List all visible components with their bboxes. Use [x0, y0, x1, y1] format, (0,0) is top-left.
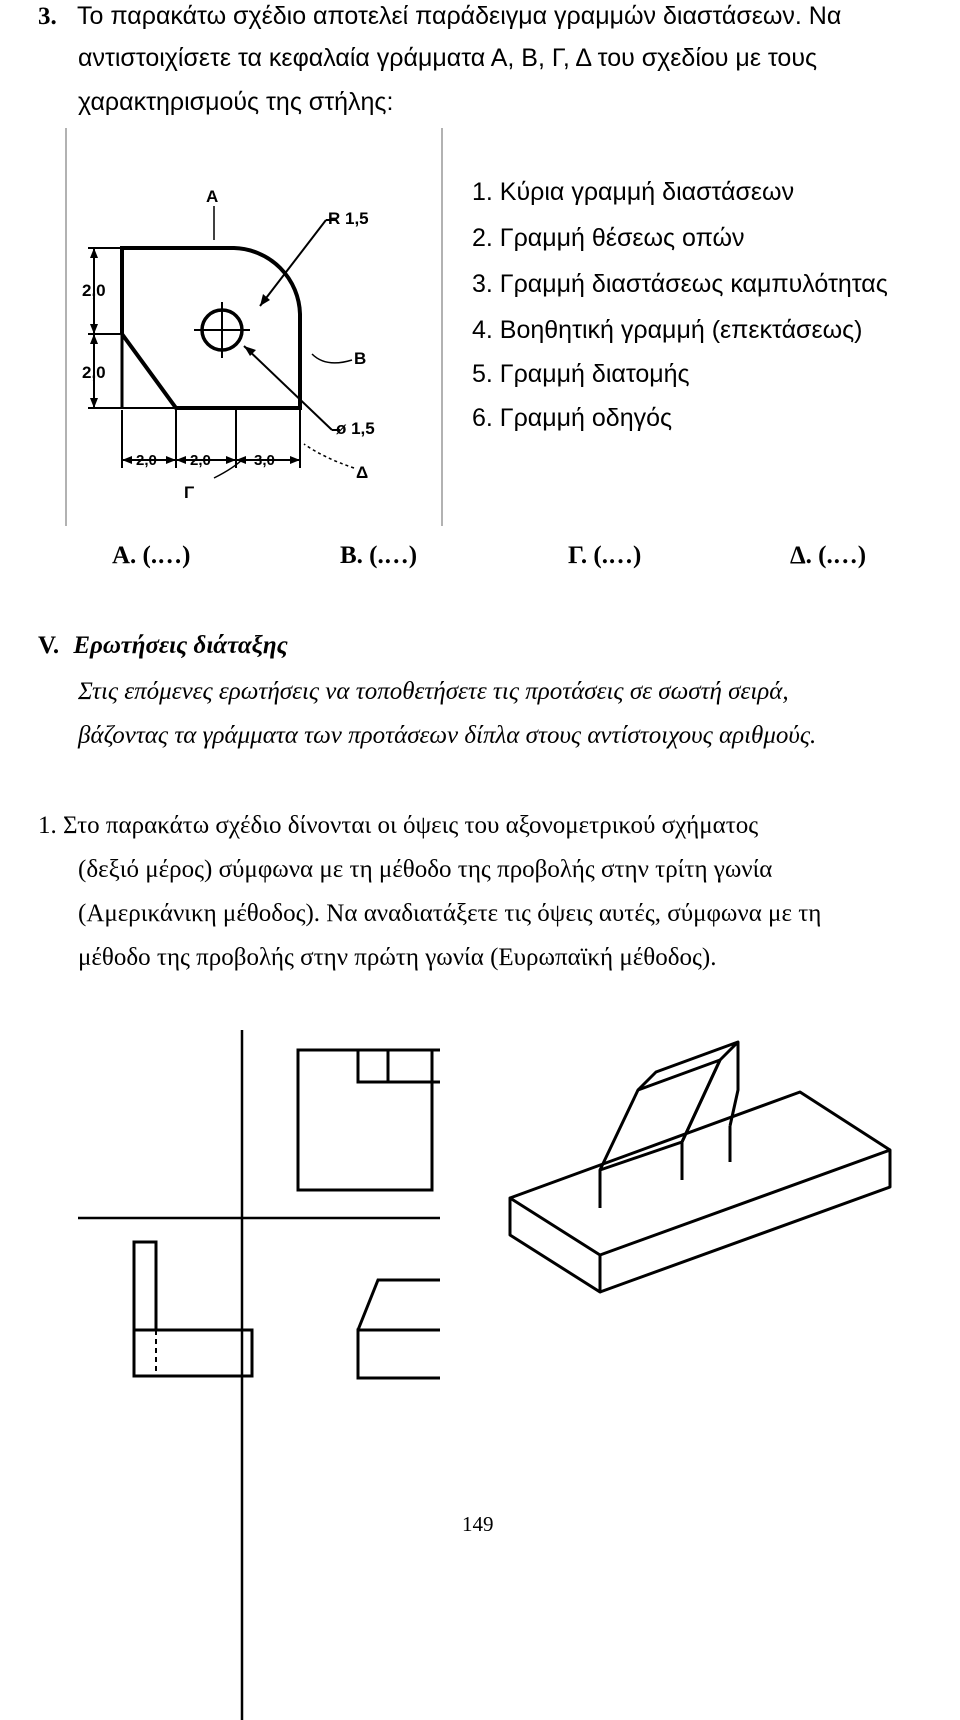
legend-item-4: 4. Βοηθητική γραμμή (επεκτάσεως): [472, 316, 863, 344]
q3-line-1: [38, 2, 960, 31]
answer-a: Α. (.…): [112, 542, 191, 569]
section-title: Ερωτήσεις διάταξης: [73, 632, 288, 659]
q1-line-2: (δεξιό μέρος) σύμφωνα με τη μέθοδο της προβολής στην τρίτη γωνία: [78, 856, 773, 883]
section-heading: [38, 632, 288, 660]
figure-label-b: B: [354, 349, 367, 368]
legend-item-5: 5. Γραμμή διατομής: [472, 360, 690, 388]
answer-b: Β. (.…): [340, 542, 418, 569]
figure-label-a: A: [206, 187, 219, 206]
q3-text-line-1: Το παρακάτω σχέδιο αποτελεί παράδειγμα γραμμών διαστάσεων. Να: [77, 2, 842, 30]
q1-line-1: 1. Στο παρακάτω σχέδιο δίνονται οι όψεις του αξονομετρικού σχήματος: [38, 812, 759, 839]
section-number: V.: [38, 632, 60, 659]
dim-h1-label: 2,0: [136, 452, 157, 469]
page-number: 149: [462, 1512, 494, 1536]
diameter-label: ø 1,5: [336, 419, 375, 438]
q3-line-2: αντιστοιχίσετε τα κεφαλαία γράμματα Α, Β, Γ, Δ του σχεδίου με τους: [78, 44, 818, 72]
projection-views-drawing: [60, 1030, 440, 1720]
dimension-drawing: [64, 128, 444, 528]
figure-label-d: Δ: [356, 463, 369, 482]
legend-item-6: 6. Γραμμή οδηγός: [472, 404, 673, 432]
answer-g: Γ. (.…): [568, 542, 642, 569]
dim-h2-label: 2,0: [190, 452, 211, 469]
dim-h3-label: 3,0: [254, 452, 275, 469]
legend-item-1: 1. Κύρια γραμμή διαστάσεων: [472, 178, 795, 206]
answer-d: Δ. (.…): [790, 542, 867, 569]
q3-line-3: χαρακτηρισμούς της στήλης:: [78, 88, 394, 116]
dim-v2-label: 2,0: [82, 363, 106, 382]
instructions-line-1: Στις επόμενες ερωτήσεις να τοποθετήσετε τις προτάσεις σε σωστή σειρά,: [78, 678, 789, 705]
instructions-line-2: βάζοντας τα γράμματα των προτάσεων δίπλα στους αντίστοιχους αριθμούς.: [78, 722, 817, 749]
q3-number: 3.: [38, 3, 57, 30]
q1-line-4: μέθοδο της προβολής στην πρώτη γωνία (Ευρωπαϊκή μέθοδος).: [78, 944, 717, 971]
figure-label-g: Γ: [184, 483, 195, 502]
legend-item-3: 3. Γραμμή διαστάσεως καμπυλότητας: [472, 270, 888, 298]
isometric-drawing: [470, 1030, 920, 1330]
radius-label: R 1,5: [328, 209, 369, 228]
dim-v1-label: 2,0: [82, 281, 106, 300]
q1-line-3: (Αμερικάνικη μέθοδος). Να αναδιατάξετε τις όψεις αυτές, σύμφωνα με τη: [78, 900, 822, 927]
legend-item-2: 2. Γραμμή θέσεως οπών: [472, 224, 745, 252]
